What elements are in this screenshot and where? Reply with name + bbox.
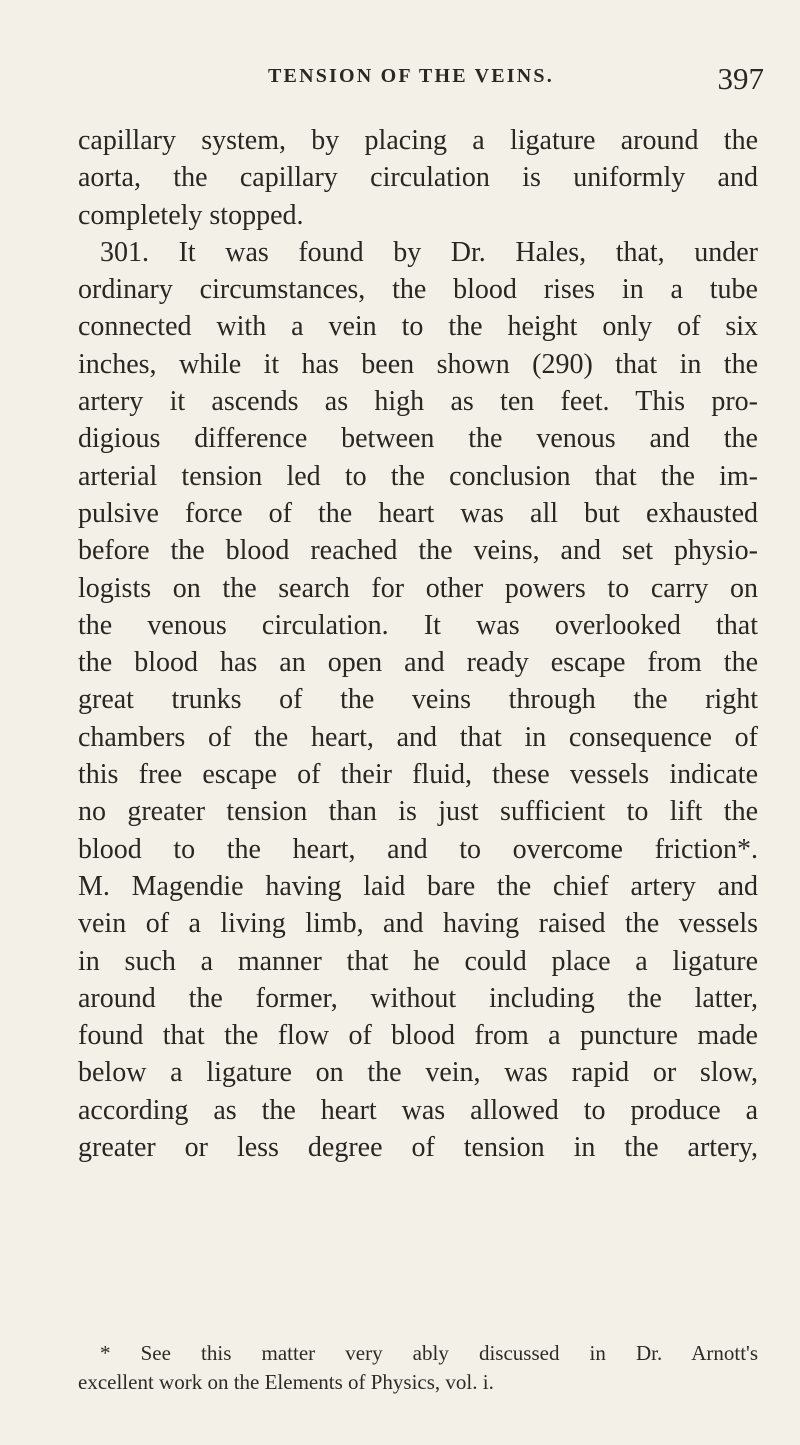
text-line: before the blood reached the veins, and set physio- [78, 535, 758, 567]
text-line: capillary system, by placing a ligature around the [78, 125, 758, 156]
text-line: logists on the search for other powers to carry on [78, 572, 758, 604]
text-line: ordinary circumstances, the blood rises in a tube [78, 274, 758, 306]
text-line: below a ligature on the vein, was rapid or slow, [78, 1057, 758, 1089]
text-line: in such a manner that he could place a ligature [78, 945, 758, 977]
text-line: digious difference between the venous and the [78, 423, 758, 455]
text-line: this free escape of their fluid, these vessels indicate [78, 759, 758, 791]
text-line: pulsive force of the heart was all but exhausted [78, 497, 758, 529]
text-line: around the former, without including the latter, [78, 982, 758, 1014]
text-line: the venous circulation. It was overlooked that [78, 609, 758, 641]
text-line: M. Magendie having laid bare the chief artery and [78, 870, 758, 902]
paragraph-start-line: 301. It was found by Dr. Hales, that, under [100, 236, 758, 268]
footnote-line: excellent work on the Elements of Physics, vol. i. [78, 1370, 494, 1394]
text-line: great trunks of the veins through the right [78, 684, 758, 716]
text-line: according as the heart was allowed to produce a [78, 1094, 758, 1126]
running-title: TENSION OF THE VEINS. [268, 65, 554, 87]
footnote-line: * See this matter very ably discussed in Dr. Arnott's [100, 1341, 758, 1365]
text-line: completely stopped. [78, 199, 304, 231]
body-text [78, 122, 758, 1166]
page-number: 397 [717, 61, 764, 96]
text-line: inches, while it has been shown (290) that in the [78, 348, 758, 380]
text-line: blood to the heart, and to overcome friction*. [78, 833, 758, 865]
text-line: connected with a vein to the height only of six [78, 311, 758, 343]
text-line: no greater tension than is just sufficient to lift the [78, 796, 758, 828]
text-line: the blood has an open and ready escape from the [78, 647, 758, 679]
text-line: found that the flow of blood from a puncture made [78, 1020, 758, 1052]
text-line: artery it ascends as high as ten feet. This pro- [78, 386, 758, 418]
text-line: chambers of the heart, and that in consequence of [78, 721, 758, 753]
running-head [0, 61, 800, 104]
text-line: aorta, the capillary circulation is uniformly and [78, 162, 758, 194]
text-line: arterial tension led to the conclusion that the im- [78, 460, 758, 492]
text-line: vein of a living limb, and having raised the vessels [78, 908, 758, 940]
footnote [78, 1339, 758, 1397]
text-line: greater or less degree of tension in the artery, [78, 1132, 758, 1164]
